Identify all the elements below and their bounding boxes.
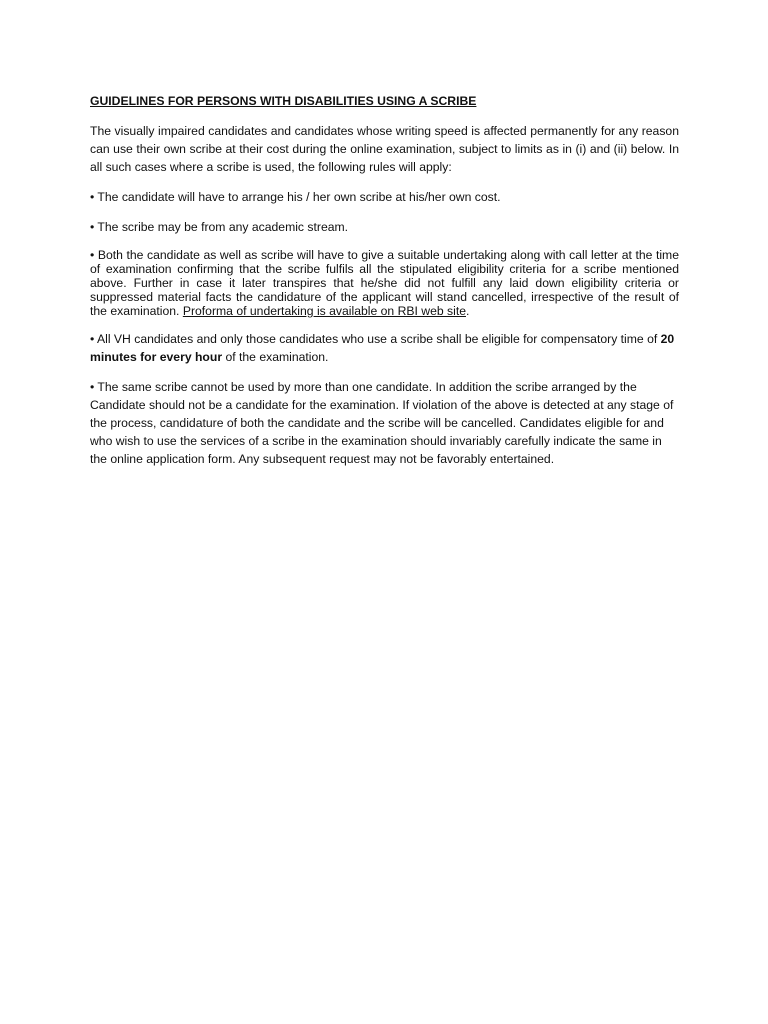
- document-title: GUIDELINES FOR PERSONS WITH DISABILITIES USING A SCRIBE: [90, 94, 477, 108]
- bullet-same-scribe: • The same scribe cannot be used by more than one candidate. In addition the scribe arranged by the Candidate should not be a candidate for the examination. If violation of the above is detected at any stage of the process, candidature of both the candidate and the scribe will be cancelled. Candidates eligible for and who wish to use the services of a scribe in the examination should invariably carefully indicate the same in the online application form. Any subsequent request may not be favorably entertained.: [90, 380, 674, 466]
- bullet-own-scribe: • The candidate will have to arrange his / her own scribe at his/her own cost.: [90, 190, 501, 204]
- intro-paragraph: The visually impaired candidates and candidates whose writing speed is affected permanently for any reason can use their own scribe at their cost during the online examination, subject to limits as in (i) and (ii) below. In all such cases where a scribe is used, the following rules will apply:: [90, 124, 679, 174]
- compensatory-end: of the examination.: [222, 350, 329, 364]
- bullet-academic-stream: • The scribe may be from any academic stream.: [90, 220, 349, 234]
- compensatory-text: • All VH candidates and only those candidates who use a scribe shall be eligible for compensatory time of: [90, 332, 661, 346]
- undertaking-text: • Both the candidate as well as scribe will have to give a suitable undertaking along with call letter at the time of examination confirming that the scribe fulfils all the stipulated eligibility criteria for a scribe mentioned above. Further in case it later transpires that he/she did not fulfill any laid down eligibility criteria or suppressed material facts the candidature of the applicant will stand cancelled, irrespective of the result of the examination.: [90, 248, 679, 318]
- bullet-undertaking: [90, 248, 679, 318]
- bullet-compensatory-time: [90, 330, 679, 366]
- compensatory-bold: 20 minutes for every hour: [90, 332, 675, 364]
- undertaking-end: .: [466, 304, 470, 318]
- proforma-link[interactable]: Proforma of undertaking is available on RBI web site: [182, 304, 466, 318]
